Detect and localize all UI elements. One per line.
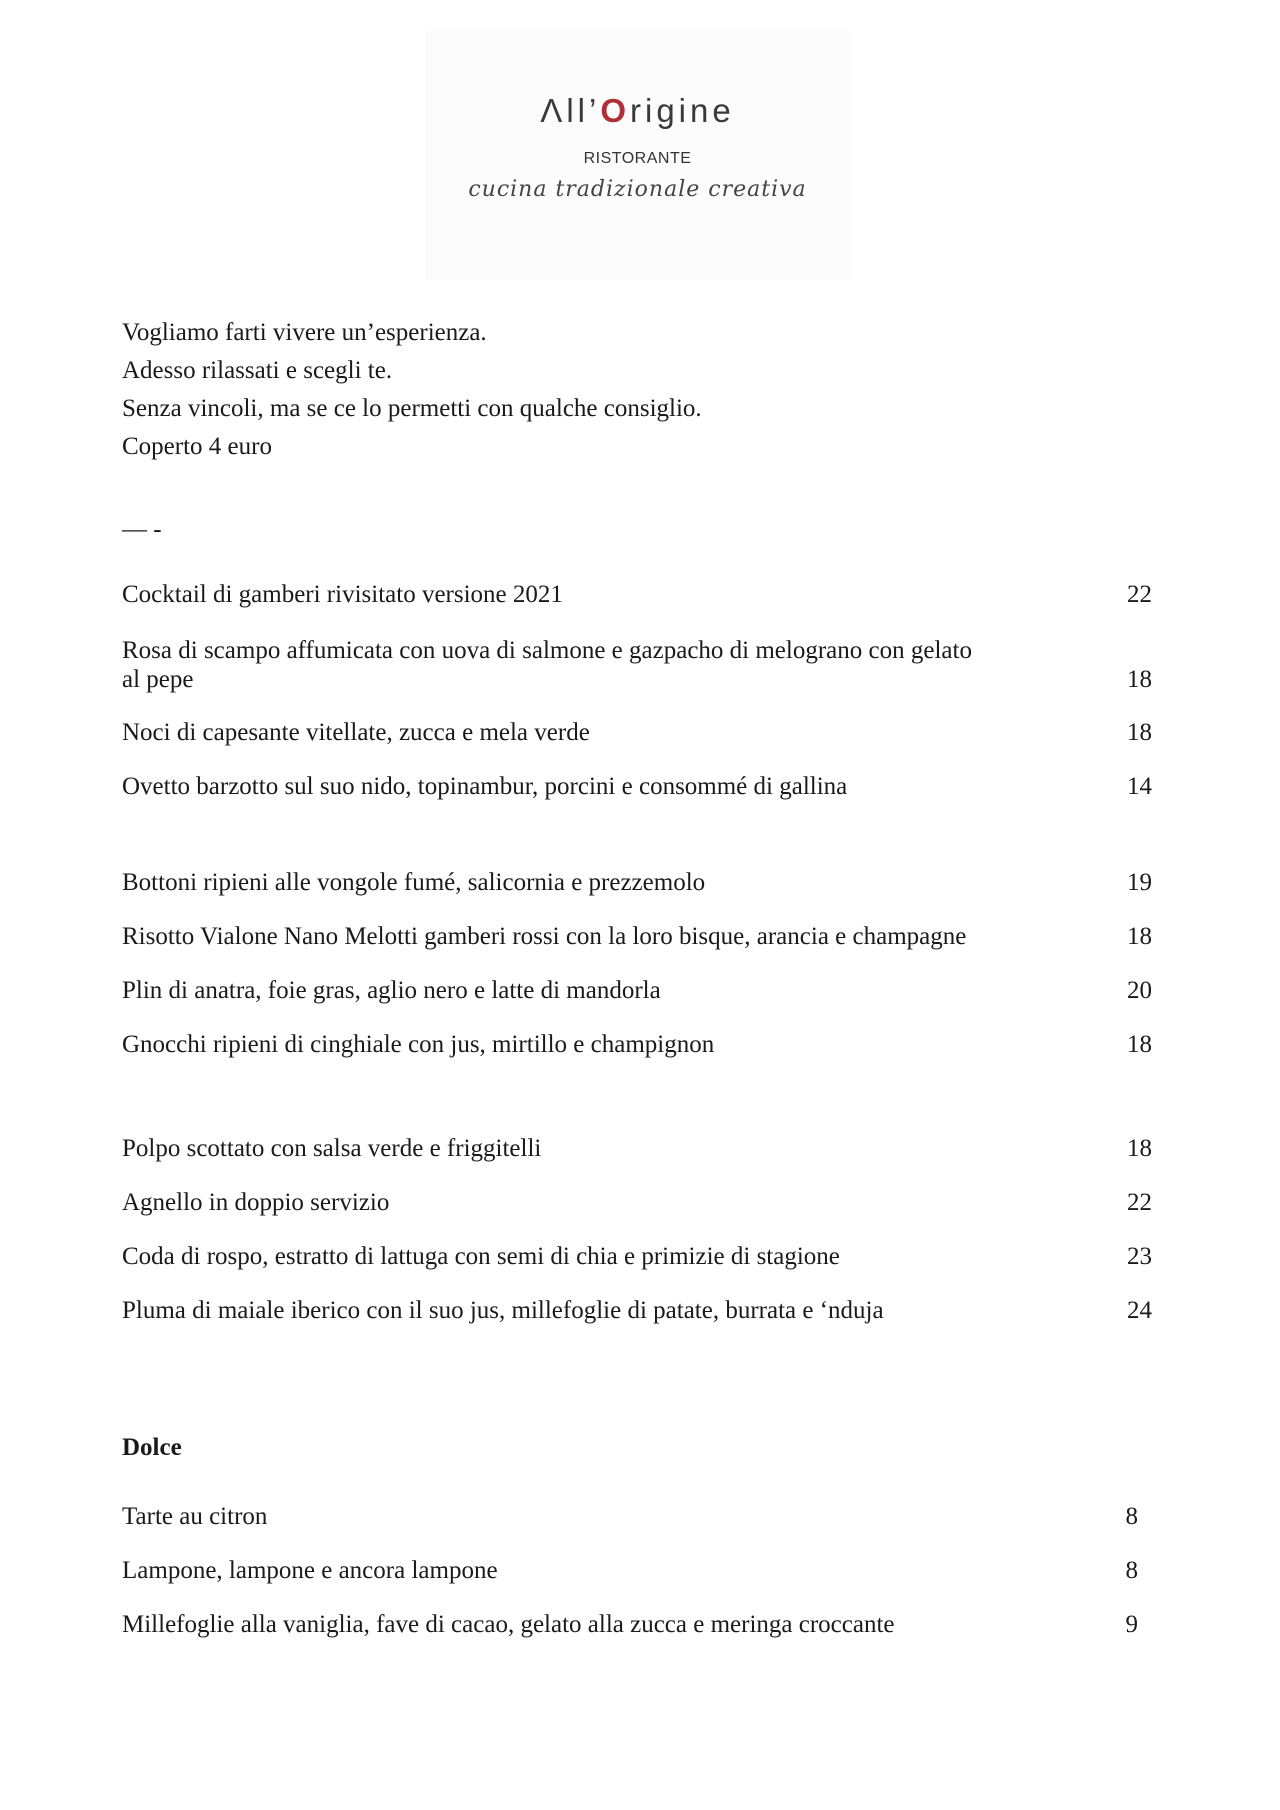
intro-text (122, 314, 702, 466)
menu-item-name: Risotto Vialone Nano Melotti gamberi rossi con la loro bisque, arancia e champagne (122, 923, 967, 950)
menu-item (122, 922, 1152, 951)
menu-item (122, 1296, 1152, 1325)
logo-title-part2: rigine (630, 92, 735, 129)
logo-title (425, 92, 850, 130)
menu-item-name: Pluma di maiale iberico con il suo jus, millefoglie di patate, burrata e ‘nduja (122, 1297, 884, 1324)
menu-item-name: Gnocchi ripieni di cinghiale con jus, mirtillo e champignon (122, 1031, 715, 1058)
menu-item-price: 20 (1127, 977, 1152, 1004)
menu-item-price: 8 (1125, 1503, 1138, 1530)
menu-item-price: 18 (1127, 1135, 1152, 1162)
menu-item-name: Bottoni ripieni alle vongole fumé, salicornia e prezzemolo (122, 869, 706, 896)
menu-item-name: Millefoglie alla vaniglia, fave di cacao, gelato alla zucca e meringa croccante (122, 1611, 895, 1638)
menu-item (122, 1188, 1152, 1217)
menu-item-price: 18 (1127, 1031, 1152, 1058)
intro-line: Vogliamo farti vivere un’esperienza. (122, 319, 487, 346)
logo-subtitle: RISTORANTE (583, 150, 692, 167)
menu-item-price: 23 (1127, 1243, 1152, 1270)
menu-item-name: Lampone, lampone e ancora lampone (122, 1557, 498, 1584)
menu-item-name: Ovetto barzotto sul suo nido, topinambur, porcini e consommé di gallina (122, 773, 848, 800)
logo-a-mark: Λ (540, 92, 567, 129)
section-title-dolce: Dolce (122, 1434, 182, 1461)
menu-item (122, 1556, 1152, 1585)
menu-item-price: 8 (1125, 1557, 1138, 1584)
menu-item (122, 1030, 1152, 1059)
menu-item (122, 772, 1152, 801)
menu-item-price: 24 (1127, 1297, 1152, 1324)
menu-item-name: Rosa di scampo affumicata con uova di salmone e gazpacho di melograno con gelato al pepe (122, 637, 972, 693)
intro-line: Senza vincoli, ma se ce lo permetti con qualche consiglio. (122, 395, 702, 422)
menu-item (122, 580, 1152, 609)
menu-item-price: 18 (1127, 719, 1152, 746)
menu-item-price: 19 (1127, 869, 1152, 896)
menu-item (122, 1502, 1152, 1531)
menu-item-name: Tarte au citron (122, 1503, 268, 1530)
intro-line: Adesso rilassati e scegli te. (122, 357, 393, 384)
menu-item-price: 18 (1127, 666, 1152, 693)
menu-item-name: Agnello in doppio servizio (122, 1189, 390, 1216)
menu-item-price: 14 (1127, 773, 1152, 800)
menu-item-price: 22 (1127, 1189, 1152, 1216)
restaurant-logo (425, 30, 850, 280)
menu-item-price: 18 (1127, 923, 1152, 950)
menu-item (122, 976, 1152, 1005)
menu-item-name: Cocktail di gamberi rivisitato versione 2021 (122, 581, 563, 608)
logo-title-accent: O (600, 92, 630, 129)
menu-item (122, 718, 1152, 747)
logo-tagline: cucina tradizionale creativa (468, 177, 807, 202)
menu-item-price: 22 (1127, 581, 1152, 608)
menu-item-name: Coda di rospo, estratto di lattuga con semi di chia e primizie di stagione (122, 1243, 840, 1270)
menu-item-name: Polpo scottato con salsa verde e friggitelli (122, 1135, 542, 1162)
section-divider: — - (122, 516, 162, 543)
menu-item (122, 868, 1152, 897)
intro-line: Coperto 4 euro (122, 433, 272, 460)
menu-item-name: Noci di capesante vitellate, zucca e mela verde (122, 719, 590, 746)
menu-item (122, 1134, 1152, 1163)
menu-item (122, 636, 1152, 694)
logo-title-part1: ll’ (566, 92, 601, 129)
menu-item-price: 9 (1125, 1611, 1138, 1638)
menu-item-name: Plin di anatra, foie gras, aglio nero e latte di mandorla (122, 977, 661, 1004)
menu-item (122, 1242, 1152, 1271)
menu-item (122, 1610, 1152, 1639)
